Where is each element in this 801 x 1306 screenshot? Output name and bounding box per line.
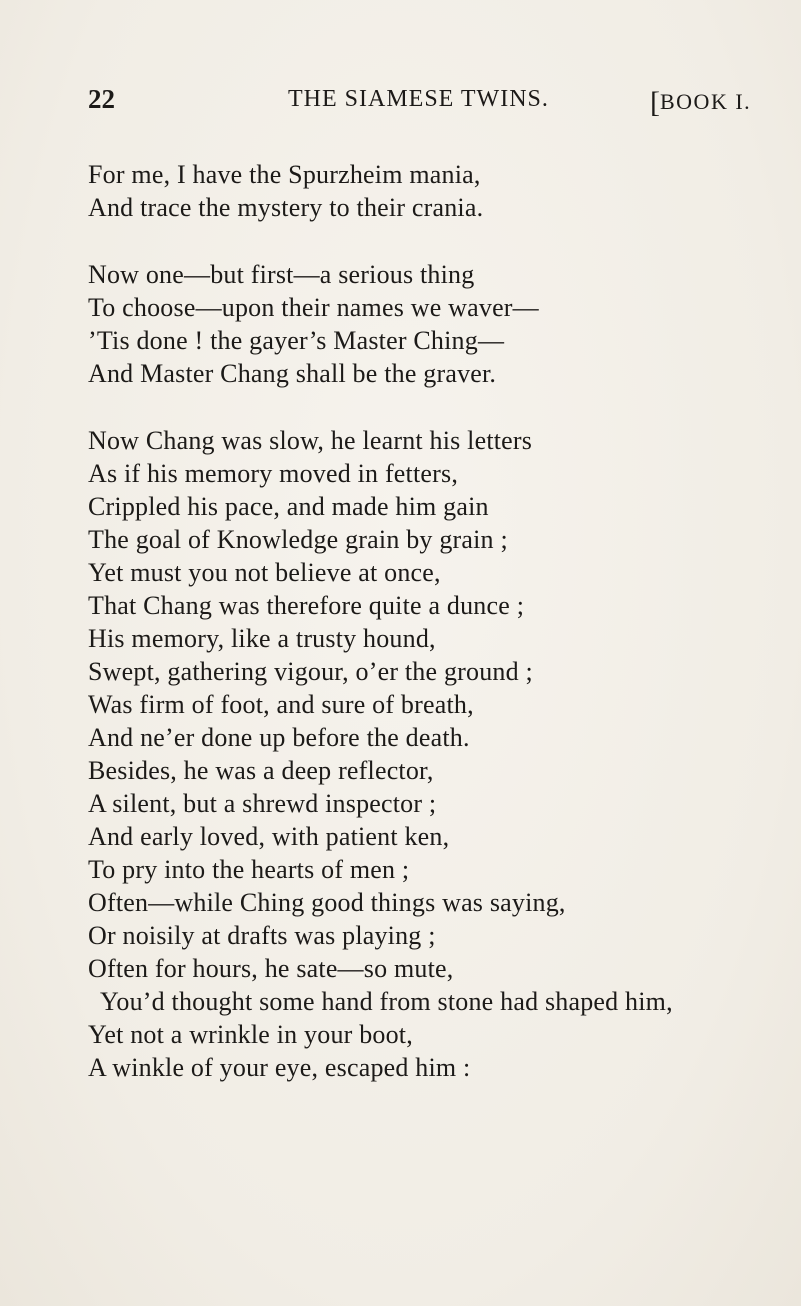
book-label-text: BOOK I.: [660, 89, 752, 114]
poem-line: As if his memory moved in fetters,: [88, 459, 459, 488]
poem-line: To choose—upon their names we waver—: [88, 293, 539, 322]
poem-line: The goal of Knowledge grain by grain ;: [88, 525, 508, 554]
poem-line: To pry into the hearts of men ;: [88, 855, 410, 884]
poem-line: Crippled his pace, and made him gain: [88, 492, 489, 521]
poem-line: Often—while Ching good things was saying,: [88, 888, 566, 917]
stanza-1: [88, 158, 788, 224]
poem-line: Yet not a wrinkle in your boot,: [88, 1020, 413, 1049]
poem-line: His memory, like a trusty hound,: [88, 624, 436, 653]
poem-line: A silent, but a shrewd inspector ;: [88, 789, 437, 818]
poem-line: Or noisily at drafts was playing ;: [88, 921, 436, 950]
poem-line: And Master Chang shall be the graver.: [88, 359, 497, 388]
book-label-bracket: [: [650, 86, 660, 119]
poem-line: And trace the mystery to their crania.: [88, 193, 484, 222]
page-header: [88, 84, 768, 124]
poem-line: Now one—but first—a serious thing: [88, 260, 475, 289]
page-number: 22: [88, 84, 115, 114]
poem-line: A winkle of your eye, escaped him :: [88, 1053, 471, 1082]
book-label: [650, 86, 751, 120]
poem-body: [88, 158, 788, 1118]
poem-line: You’d thought some hand from stone had shaped him,: [100, 987, 673, 1016]
poem-line: ’Tis done ! the gayer’s Master Ching—: [88, 326, 505, 355]
poem-line: Often for hours, he sate—so mute,: [88, 954, 454, 983]
stanza-2: [88, 258, 788, 390]
stanza-3: [88, 424, 788, 1084]
running-title: THE SIAMESE TWINS.: [288, 86, 549, 112]
poem-line: Swept, gathering vigour, o’er the ground ;: [88, 657, 533, 686]
poem-line: For me, I have the Spurzheim mania,: [88, 160, 481, 189]
poem-line: Was firm of foot, and sure of breath,: [88, 690, 474, 719]
poem-line: Yet must you not believe at once,: [88, 558, 441, 587]
poem-line: Now Chang was slow, he learnt his letters: [88, 426, 533, 455]
poem-line: And ne’er done up before the death.: [88, 723, 470, 752]
poem-line: And early loved, with patient ken,: [88, 822, 450, 851]
poem-line: That Chang was therefore quite a dunce ;: [88, 591, 525, 620]
poem-line: Besides, he was a deep reflector,: [88, 756, 434, 785]
